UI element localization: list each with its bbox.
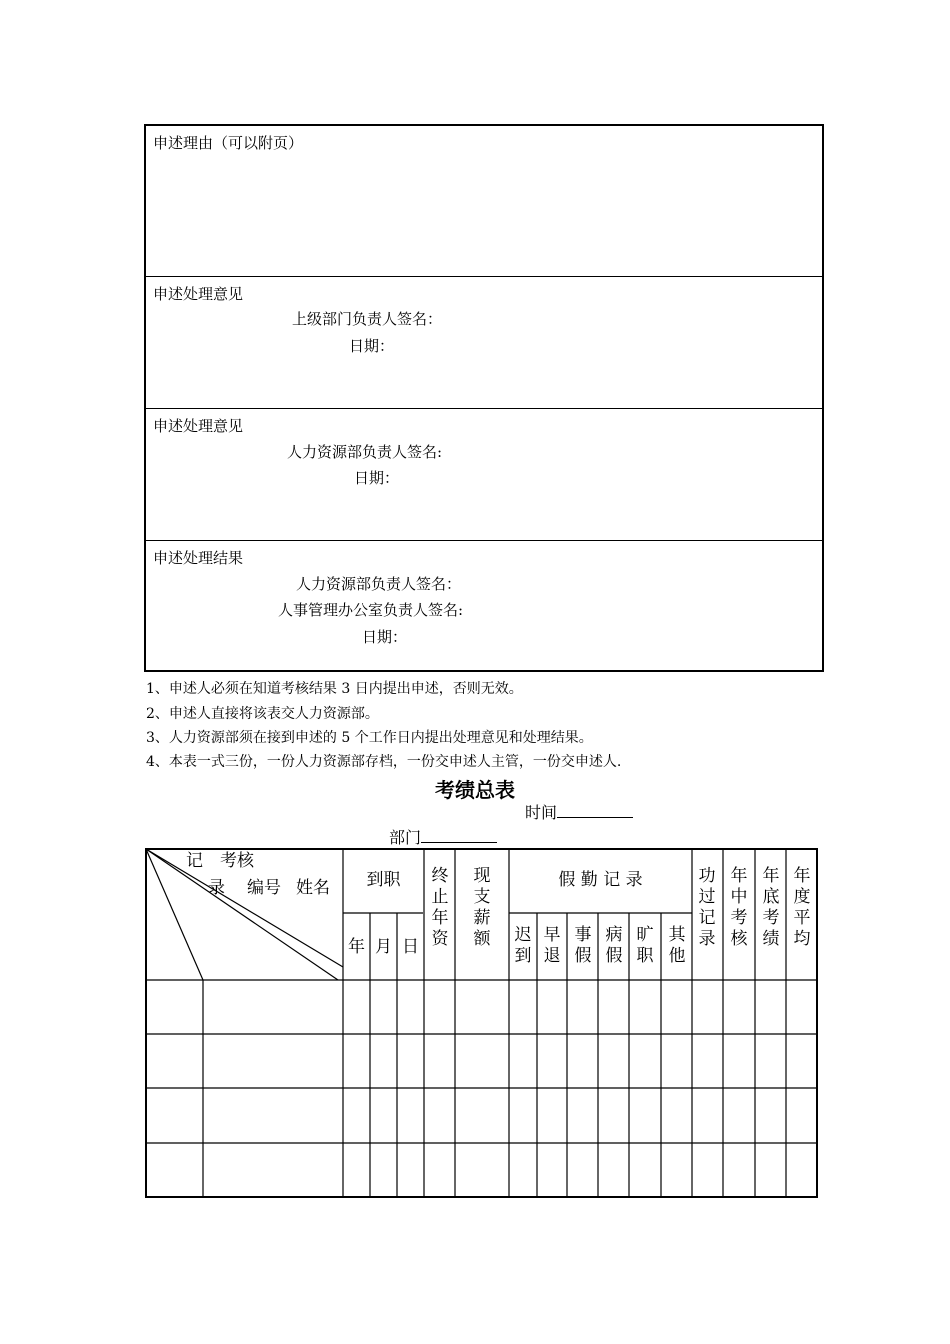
summary-title: 考绩总表 [435, 778, 515, 802]
note-2: 2、申述人直接将该表交人力资源部。 [146, 706, 379, 722]
join-month-header: 月 [375, 937, 392, 957]
table-row[interactable] [146, 1143, 817, 1197]
midyear-header: 年 中 考 核 [730, 866, 748, 949]
tenure-header: 终 止 年 资 [431, 866, 449, 949]
other-header: 其 他 [668, 925, 686, 966]
diag-record-label: 记 考核 [186, 851, 254, 871]
hr-sign-label: 人力资源部负责人签名: [287, 443, 443, 461]
early-header: 早 退 [543, 925, 561, 966]
merit-header: 功 过 记 录 [698, 866, 716, 949]
dept-label: 部门 [389, 828, 422, 847]
time-label: 时间 [525, 803, 558, 822]
table-row[interactable] [146, 1088, 817, 1143]
join-day-header: 日 [402, 937, 419, 957]
diag-name-label: 姓名 [296, 878, 330, 898]
reason-label: 申述理由（可以附页） [153, 134, 304, 152]
hr-date-label: 日期： [354, 469, 400, 487]
late-header: 迟 到 [514, 925, 532, 966]
join-year-header: 年 [348, 937, 365, 957]
yearend-header: 年 底 考 绩 [762, 866, 780, 949]
absent-header: 旷 职 [636, 925, 654, 966]
note-1: 1、申述人必须在知道考核结果 3 日内提出申述，否则无效。 [146, 681, 523, 697]
superior-date-label: 日期： [349, 337, 395, 355]
note-3: 3、人力资源部须在接到申述的 5 个工作日内提出处理意见和处理结果。 [146, 730, 593, 746]
average-header: 年 度 平 均 [793, 866, 811, 949]
hr-opinion-label: 申述处理意见 [153, 417, 244, 435]
result-hr-sign-label: 人力资源部负责人签名： [296, 575, 462, 593]
table-row[interactable] [146, 1034, 817, 1088]
superior-opinion-label: 申述处理意见 [153, 285, 244, 303]
diag-number-label: 编号 [247, 878, 281, 898]
diag-lu-label: 录 [208, 878, 225, 898]
table-row[interactable] [146, 980, 817, 1034]
superior-sign-label: 上级部门负责人签名： [292, 310, 443, 328]
salary-header: 现 支 薪 额 [473, 866, 491, 949]
leave-header: 假 勤 记 录 [558, 870, 643, 890]
sick-leave-header: 病 假 [605, 925, 623, 966]
personal-leave-header: 事 假 [574, 925, 592, 966]
join-header: 到职 [366, 870, 401, 890]
result-office-sign-label: 人事管理办公室负责人签名: [278, 601, 464, 619]
note-4: 4、本表一式三份，一份人力资源部存档，一份交申述人主管，一份交申述人. [146, 754, 622, 770]
result-date-label: 日期： [362, 628, 408, 646]
result-label: 申述处理结果 [153, 549, 244, 567]
